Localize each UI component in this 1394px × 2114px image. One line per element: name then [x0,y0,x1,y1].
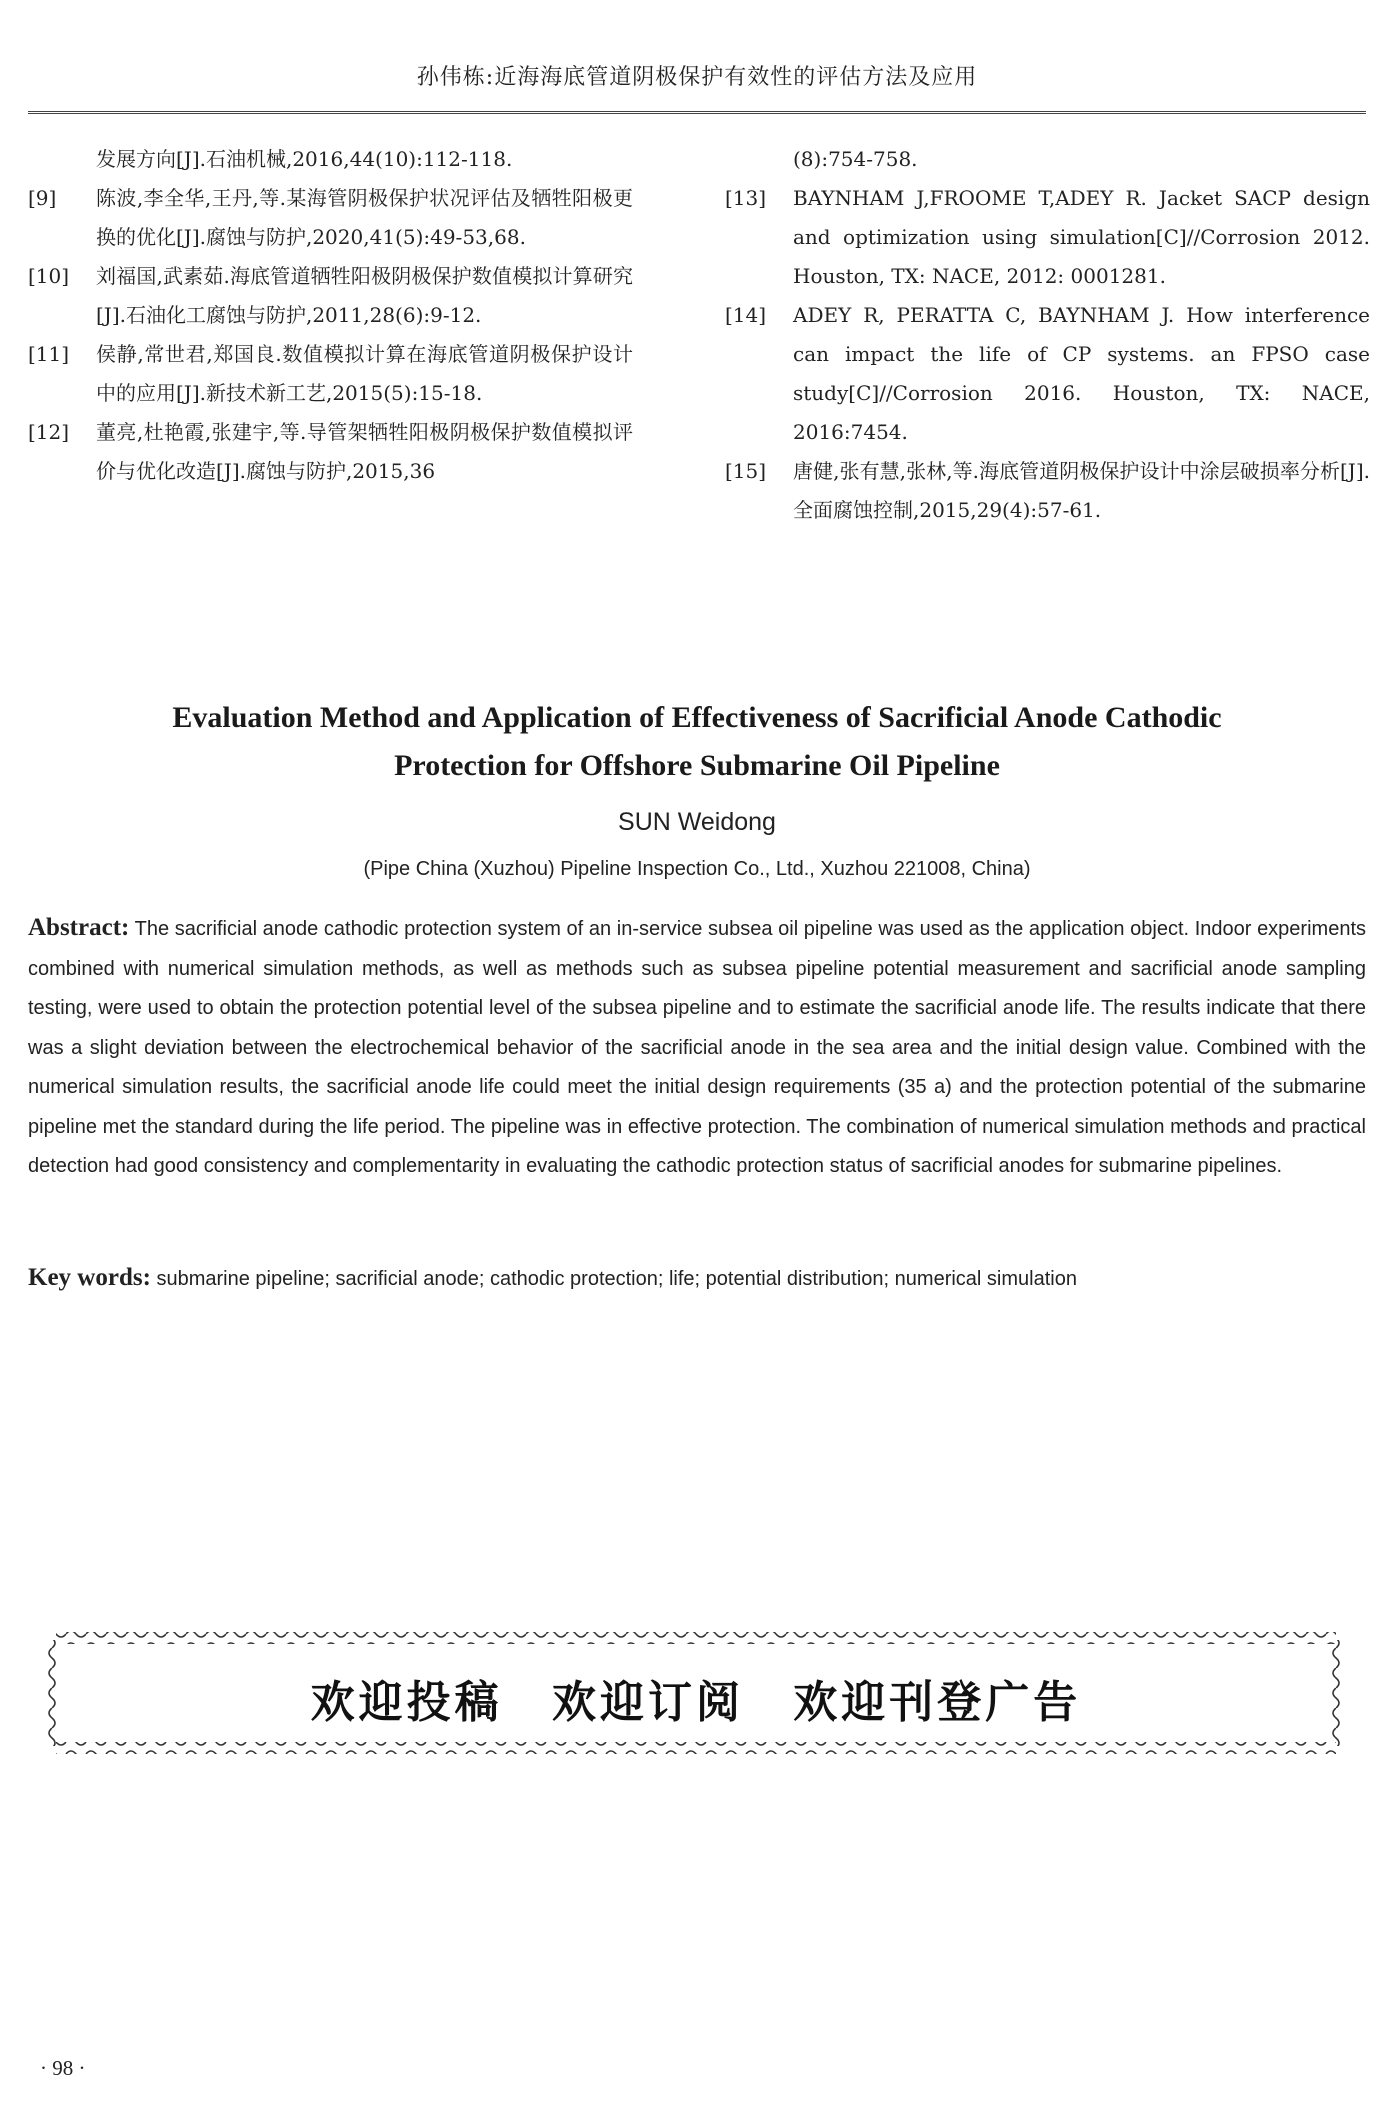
reference-item [725,452,1370,530]
reference-text: (8):754-758. [793,147,918,171]
reference-number: [9] [28,186,57,210]
reference-text: 陈波,李全华,王丹,等.某海管阴极保护状况评估及牺牲阳极更换的优化[J].腐蚀与防护,2020,41(5):49-53,68. [96,186,633,249]
references-right-column [725,140,1370,530]
paper-title-line: Protection for Offshore Submarine Oil Pipeline [394,749,1000,782]
reference-item [28,179,633,257]
reference-number: [12] [28,420,70,444]
running-header [28,60,1366,114]
abstract-label: Abstract: [28,914,130,941]
keywords [28,1264,1366,1292]
welcome-banner [46,1628,1346,1758]
reference-text: BAYNHAM J,FROOME T,ADEY R. Jacket SACP design and optimization using simulation[C]//Corrosion 2012. Houston, TX: NACE, 2012: 0001281. [793,186,1370,288]
abstract-text: The sacrificial anode cathodic protection system of an in-service subsea oil pipeline was used as the application object. Indoor experiments combined with numerical simulation methods, as well as methods such as subsea pipeline potential measurement and sacrificial anode sampling testing, were used to obtain the protection potential level of the subsea pipeline and to estimate the sacrificial anode life. The results indicate that there was a slight deviation between the electrochemical behavior of the sacrificial anode in the sea area and the initial design value. Combined with the numerical simulation results, the sacrificial anode life could meet the initial design requirements (35 a) and the protection potential of the submarine pipeline met the standard during the life period. The pipeline was in effective protection. The combination of numerical simulation methods and practical detection had good consistency and complementarity in evaluating the cathodic protection status of sacrificial anodes for submarine pipelines. [28,918,1366,1177]
reference-item [28,257,633,335]
reference-item [28,335,633,413]
reference-number: [11] [28,342,70,366]
paper-title [28,694,1366,790]
reference-item [725,179,1370,296]
reference-item [725,140,1370,179]
banner-text: 欢迎投稿 欢迎订阅 欢迎刊登广告 [310,1677,1082,1728]
page-number: · 98 · [40,2056,86,2080]
reference-item [725,296,1370,452]
keywords-text: submarine pipeline; sacrificial anode; cathodic protection; life; potential distribution; numerical simulation [156,1268,1077,1290]
paper-title-line: Evaluation Method and Application of Effectiveness of Sacrificial Anode Cathodic [172,701,1222,734]
reference-number: [15] [725,459,767,483]
author-affiliation: (Pipe China (Xuzhou) Pipeline Inspection Co., Ltd., Xuzhou 221008, China) [363,858,1031,880]
keywords-label: Key words: [28,1264,151,1291]
reference-number: [13] [725,186,767,210]
references-left-column [28,140,633,491]
reference-text: 发展方向[J].石油机械,2016,44(10):112-118. [96,147,513,171]
abstract [28,908,1366,1187]
reference-number: [14] [725,303,767,327]
reference-item [28,140,633,179]
reference-number: [10] [28,264,70,288]
reference-item [28,413,633,491]
reference-text: 侯静,常世君,郑国良.数值模拟计算在海底管道阴极保护设计中的应用[J].新技术新工艺,2015(5):15-18. [96,342,633,405]
author-name: SUN Weidong [618,808,776,836]
reference-text: 唐健,张有慧,张林,等.海底管道阴极保护设计中涂层破损率分析[J].全面腐蚀控制,2015,29(4):57-61. [793,459,1370,522]
reference-text: ADEY R, PERATTA C, BAYNHAM J. How interference can impact the life of CP systems. an FPSO case study[C]//Corrosion 2016. Houston, TX: NACE, 2016:7454. [793,303,1370,444]
reference-text: 刘福国,武素茹.海底管道牺牲阳极阴极保护数值模拟计算研究[J].石油化工腐蚀与防护,2011,28(6):9-12. [96,264,633,327]
reference-text: 董亮,杜艳霞,张建宇,等.导管架牺牲阳极阴极保护数值模拟评价与优化改造[J].腐蚀与防护,2015,36 [96,420,633,483]
running-title: 孙伟栋:近海海底管道阴极保护有效性的评估方法及应用 [416,65,978,90]
